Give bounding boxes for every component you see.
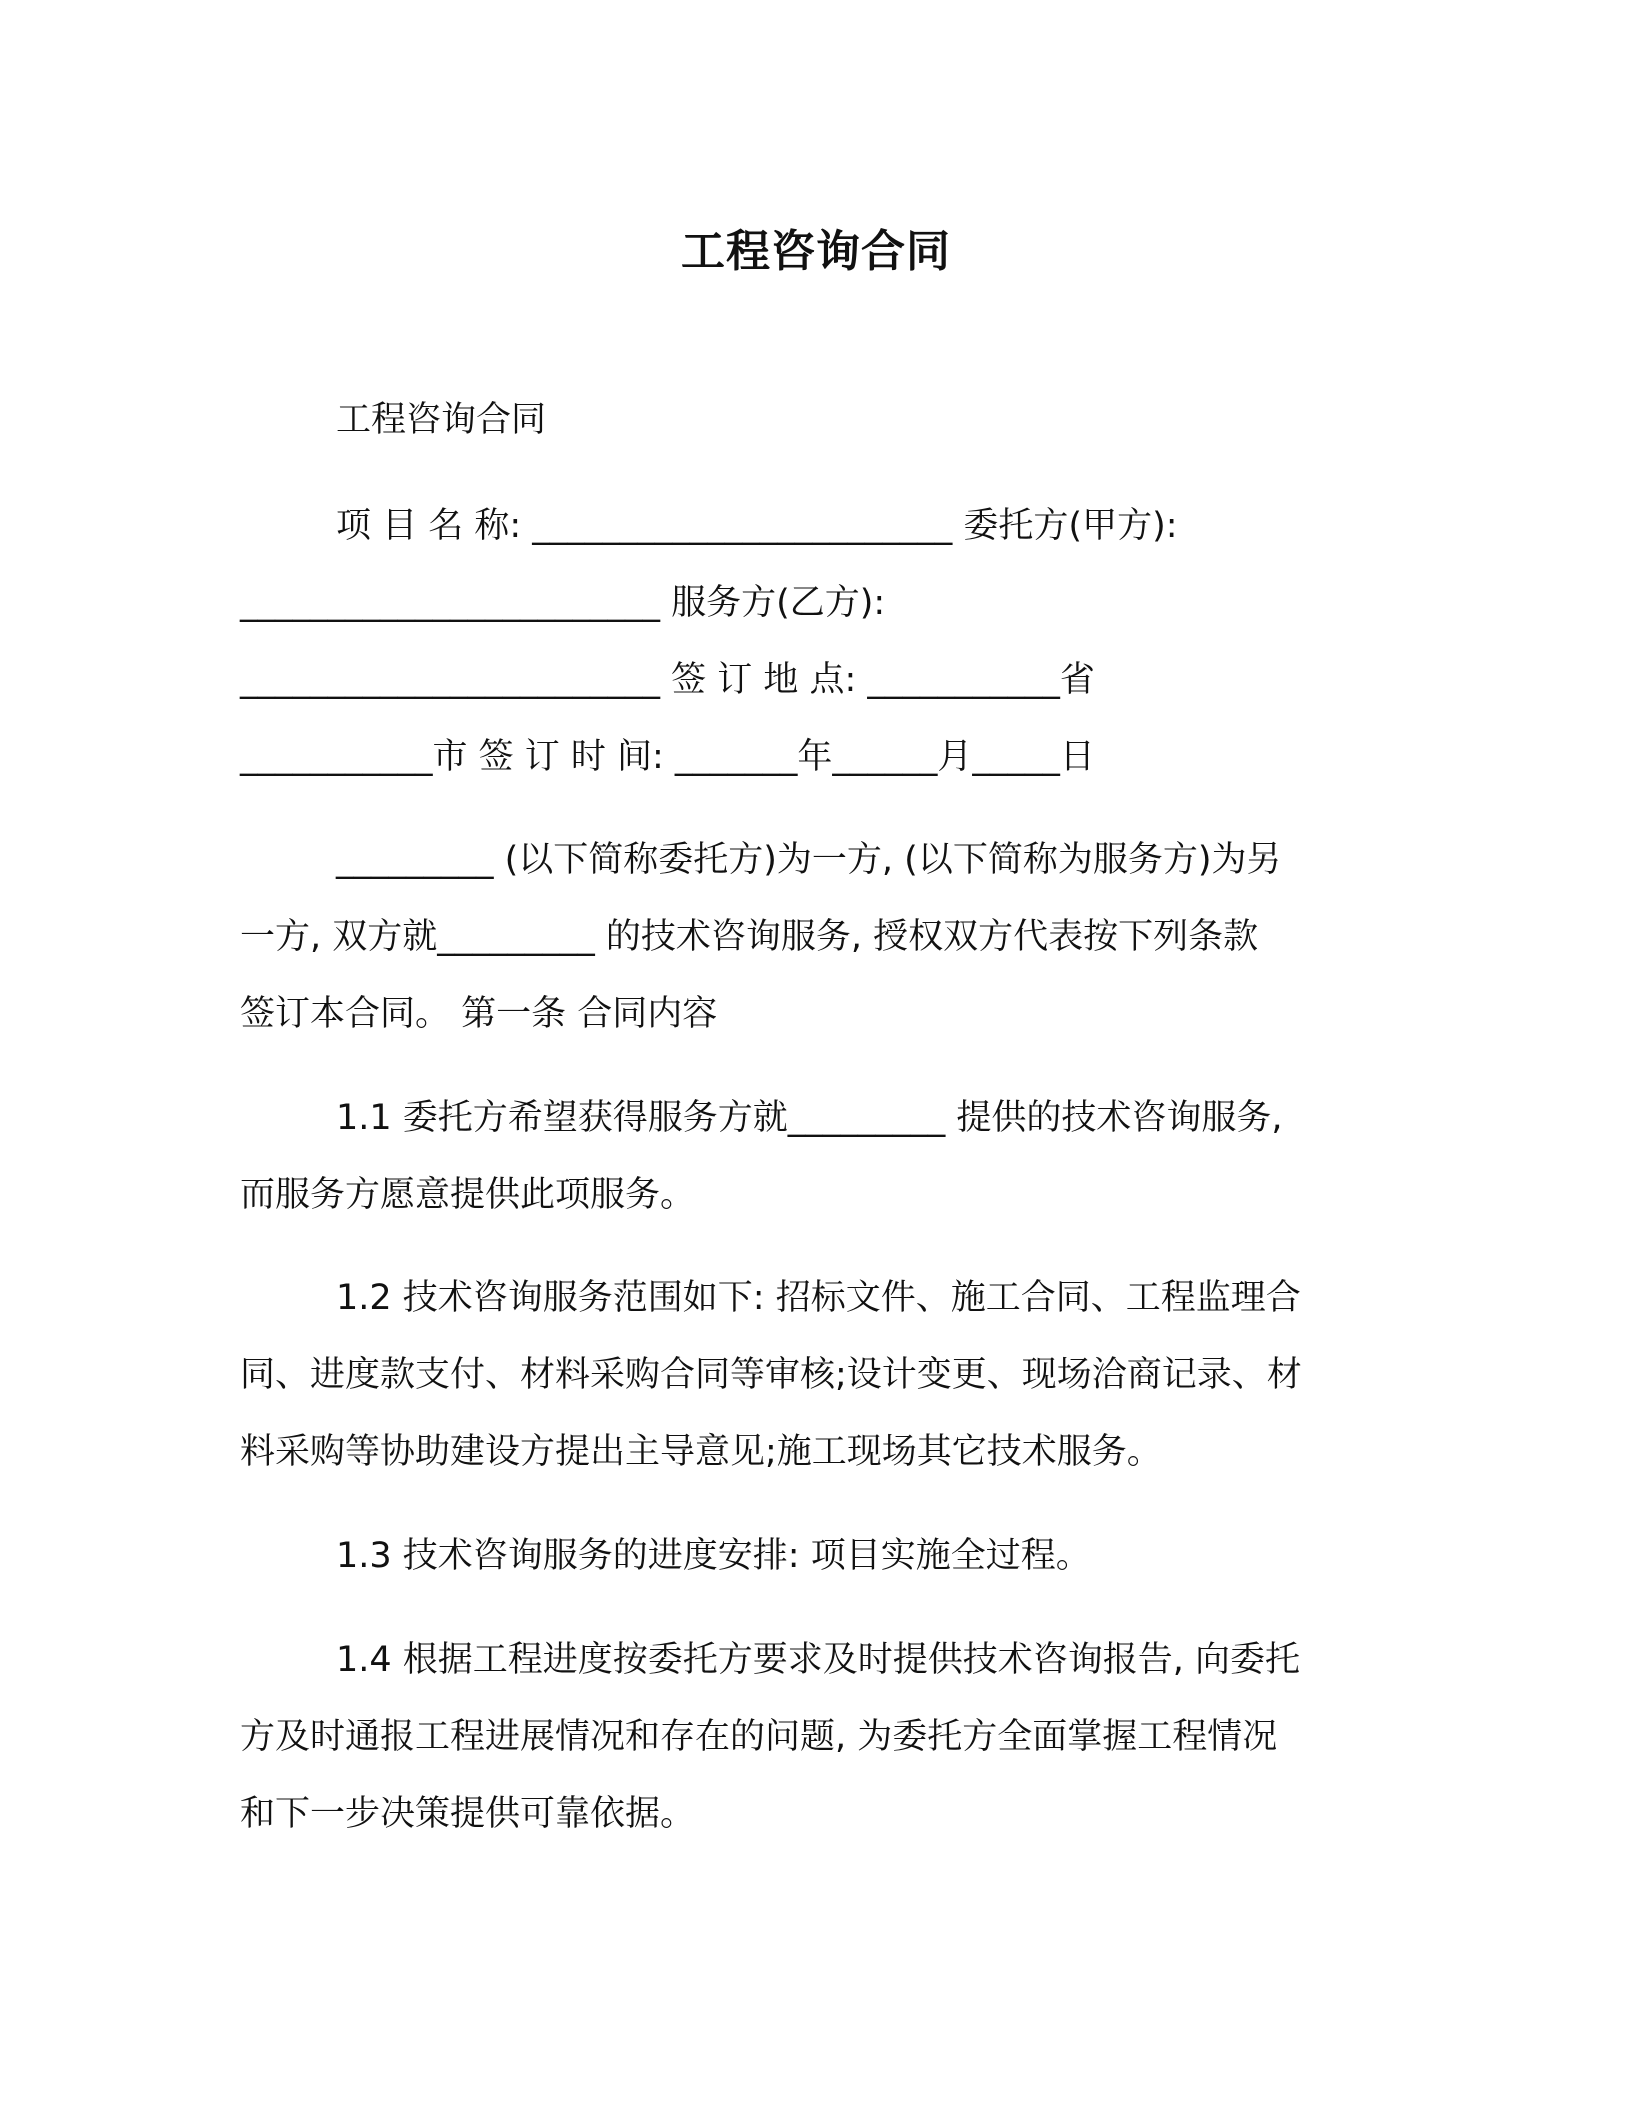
header-fields (240, 488, 1380, 796)
header-line-signing-date: ___________市 签 订 时 间: _______年______月_____日 (240, 737, 1095, 777)
header-line-signing-place: ________________________ 签 订 地 点: ___________省 (240, 660, 1095, 700)
paragraph-line: 方及时通报工程进展情况和存在的问题, 为委托方全面掌握工程情况 (240, 1717, 1278, 1757)
document-subtitle: 工程咨询合同 (336, 400, 547, 440)
paragraph-line: 而服务方愿意提供此项服务。 (240, 1175, 696, 1215)
paragraph-line: 一方, 双方就_________ 的技术咨询服务, 授权双方代表按下列条款 (240, 917, 1259, 957)
paragraph-line: 1.3 技术咨询服务的进度安排: 项目实施全过程。 (336, 1536, 1091, 1576)
paragraph-line: 签订本合同。 第一条 合同内容 (240, 994, 718, 1034)
paragraph-line: 和下一步决策提供可靠依据。 (240, 1794, 696, 1834)
paragraph-clause-1-2 (240, 1260, 1380, 1491)
paragraph-line: 1.1 委托方希望获得服务方就_________ 提供的技术咨询服务, (336, 1098, 1283, 1138)
paragraph-clause-1-1 (240, 1080, 1380, 1234)
document-title: 工程咨询合同 (681, 226, 951, 277)
paragraph-line: 同、进度款支付、材料采购合同等审核;设计变更、现场洽商记录、材 (240, 1355, 1302, 1395)
paragraph-line: 料采购等协助建设方提出主导意见;施工现场其它技术服务。 (240, 1432, 1162, 1472)
paragraph-clause-1-4 (240, 1622, 1380, 1853)
paragraph-line: _________ (以下简称委托方)为一方, (以下简称为服务方)为另 (336, 840, 1282, 880)
header-line-service-party: ________________________ 服务方(乙方): (240, 583, 886, 623)
paragraph-intro (240, 822, 1380, 1053)
paragraph-clause-1-3 (240, 1518, 1380, 1595)
header-line-project-name: 项 目 名 称: ________________________ 委托方(甲方): (336, 506, 1178, 546)
subtitle-block (240, 382, 1380, 459)
paragraph-line: 1.2 技术咨询服务范围如下: 招标文件、施工合同、工程监理合 (336, 1278, 1301, 1318)
paragraph-line: 1.4 根据工程进度按委托方要求及时提供技术咨询报告, 向委托 (336, 1640, 1301, 1680)
